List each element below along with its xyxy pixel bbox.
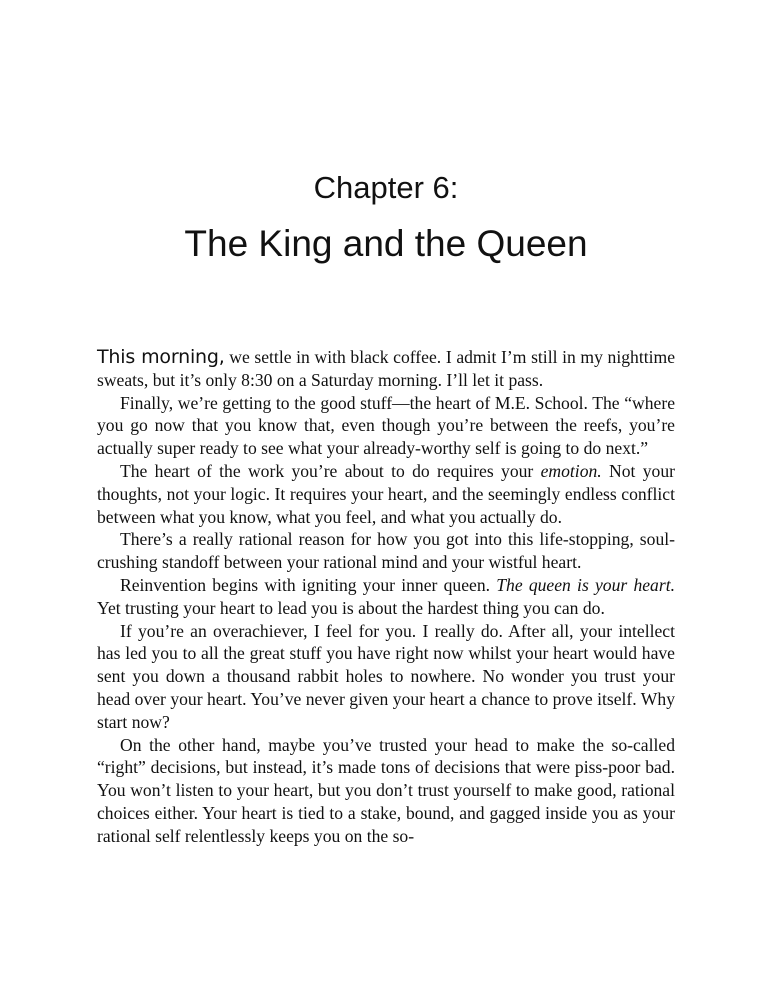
paragraph-3 (97, 460, 675, 528)
paragraph-text: If you’re an overachiever, I feel for you. I really do. After all, your intellect has led you to all the great stuff you have right now whilst your heart would have sent you down a thousand rabbit holes to nowhere. No wonder you trust your head over your heart. You’ve never given your heart a chance to prove itself. Why start now? (97, 620, 675, 732)
body-text (97, 346, 675, 848)
paragraph-text: we settle in with black coffee. I admit I’m still in my nighttime sweats, but it’s only 8:30 on a Saturday morning. I’ll let it pass. (97, 347, 675, 390)
paragraph-text: The heart of the work you’re about to do requires your (120, 460, 541, 481)
paragraph-5 (97, 574, 675, 620)
emphasis-text: The queen is your heart. (496, 574, 675, 595)
chapter-title: The King and the Queen (184, 223, 588, 264)
paragraph-7 (97, 734, 675, 848)
paragraph-text: Not your thoughts, not your logic. It requires your heart, and the seemingly endless conflict between what you know, what you feel, and what you actually do. (97, 460, 675, 527)
paragraph-text: There’s a really rational reason for how you got into this life-stopping, soul-crushing standoff between your rational mind and your wistful heart. (97, 529, 675, 573)
paragraph-text: Yet trusting your heart to lead you is about the hardest thing you can do. (97, 597, 605, 618)
paragraph-text: Reinvention begins with igniting your inner queen. (120, 574, 497, 595)
paragraph-6 (97, 620, 675, 734)
paragraph-2 (97, 392, 675, 460)
chapter-number: Chapter 6: (313, 170, 459, 205)
paragraph-text: On the other hand, maybe you’ve trusted your head to make the so-called “right” decisions, but instead, it’s made tons of decisions that were piss-poor bad. You won’t listen to your heart, but you don’t trust yourself to make good, rational choices either. Your heart is tied to a stake, bound, and gagged inside you as your rational self relentlessly keeps you on the so- (97, 734, 675, 846)
paragraph-1 (97, 346, 675, 392)
paragraph-text: Finally, we’re getting to the good stuff—the heart of M.E. School. The “where you go now that you know that, even though you’re between the reefs, you’re actually super ready to see what your already-worthy self is going to do next.” (97, 392, 675, 459)
emphasis-text: emotion. (540, 460, 602, 481)
paragraph-4 (97, 528, 675, 574)
lead-in-text: This morning, (97, 346, 225, 368)
